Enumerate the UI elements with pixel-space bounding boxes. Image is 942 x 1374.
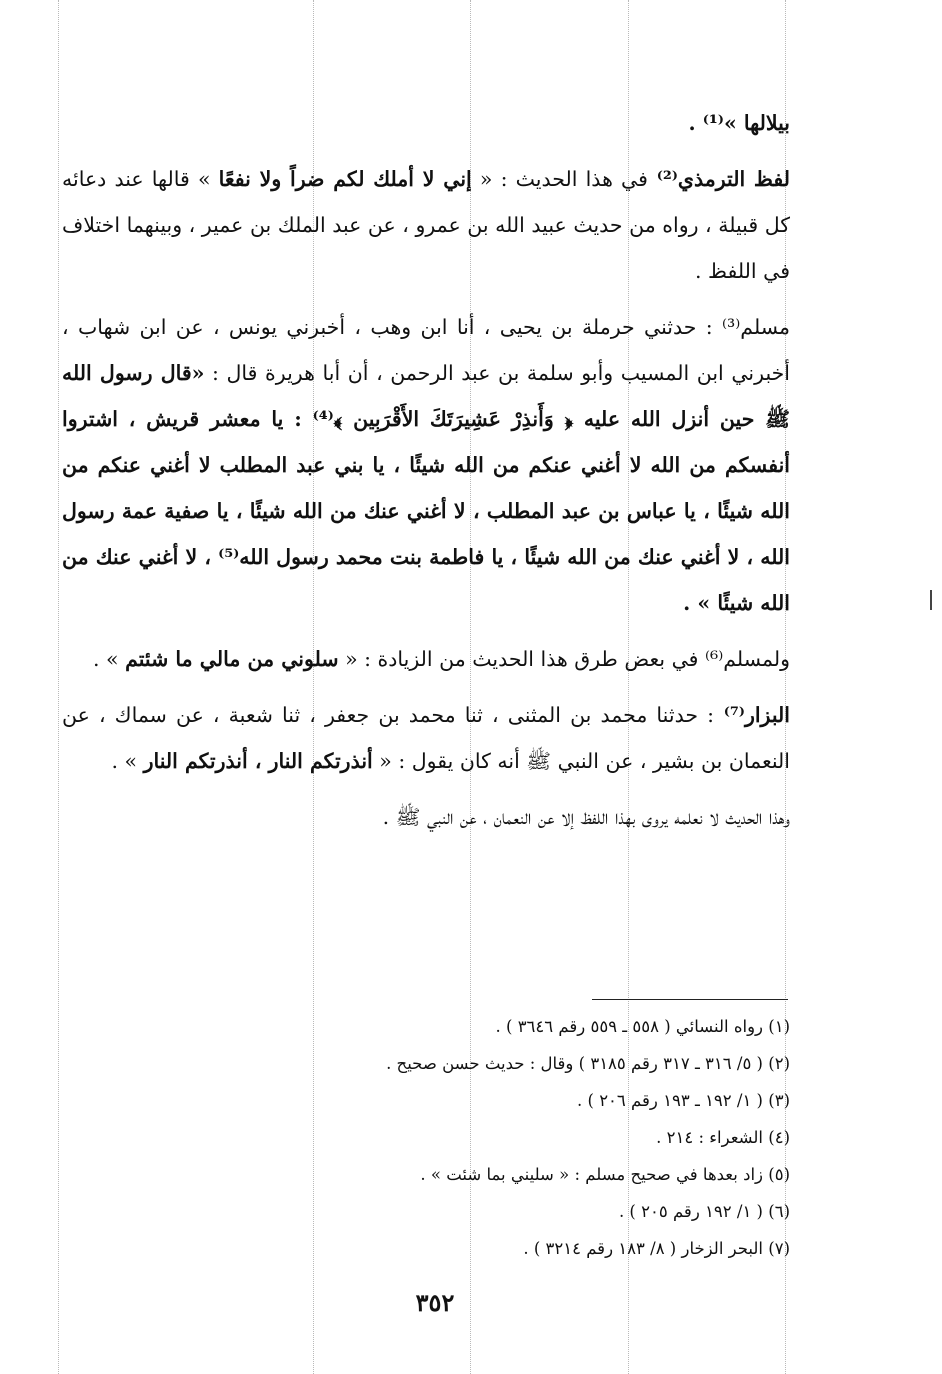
- paragraph-0: بيلالها »⁽¹⁾ .: [688, 111, 790, 135]
- text-run: أنذرتكم النار ، أنذرتكم النار: [143, 749, 373, 773]
- text-run: في هذا الحديث : «: [471, 167, 648, 191]
- footnote-4: (٤) الشعراء : ٢١٤ .: [656, 1128, 790, 1147]
- text-run: لفظ الترمذي⁽²⁾: [647, 167, 791, 191]
- text-run: «قال رسول الله ﷺ حين أنزل الله عليه ﴿ وَأَنذِرْ عَشِيرَتَكَ الأَقْرَبِين ﴾⁽⁴⁾ : يا معشر قريش ، اشتروا أنفسكم من الله لا أغني عنكم من الله شيئًا ، يا بني عبد المطلب لا أغني عنكم من الله شيئًا ، يا عباس بن عبد المطلب ، لا أغني عنك من الله شيئًا ، يا صفية عمة رسول الله ، لا أغني عنك من الله شيئًا ، يا فاطمة بنت محمد رسول الله⁽⁵⁾ ، لا أغني عنك من الله شيئًا » .: [62, 361, 790, 615]
- scan-guide-line: [58, 0, 59, 1374]
- paragraph-3: [62, 636, 790, 682]
- text-run: ولمسلم⁽⁶⁾ في بعض طرق هذا الحديث من الزيادة : «: [338, 647, 790, 671]
- margin-mark: [930, 590, 932, 610]
- paragraph-4: [62, 692, 790, 784]
- footnotes: [62, 1008, 790, 1267]
- footnote-3: (٣) ( ١/ ١٩٢ ـ ١٩٣ رقم ٢٠٦ ) .: [577, 1091, 790, 1110]
- footnote-separator: [592, 999, 788, 1000]
- text-run: إني لا أملك لكم ضراً ولا نفعًا: [218, 167, 472, 191]
- page-number: ٣٥٢: [415, 1288, 455, 1317]
- text-run: مسلم⁽³⁾ : حدثني حرملة بن يحيى ، أنا ابن وهب ، أخبرني يونس ، عن ابن شهاب ، أخبرني ابن المسيب وأبو سلمة بن عبد الرحمن ، أن أبا هريرة قال :: [62, 315, 790, 385]
- paragraph-5: وهذا الحديث لا نعلمه يروى بهذا اللفظ إلا عن النعمان ، عن النبي ﷺ .: [382, 805, 790, 829]
- footnote-7: (٧) البحر الزخار ( ٨/ ١٨٣ رقم ٣٢١٤ ) .: [523, 1239, 790, 1258]
- main-text: [62, 100, 790, 850]
- paragraph-1: [62, 156, 790, 294]
- footnote-5: (٥) زاد بعدها في صحيح مسلم : « سليني بما شئت » .: [420, 1165, 790, 1184]
- footnote-1: (١) رواه النسائي ( ٥٥٨ ـ ٥٥٩ رقم ٣٦٤٦ ) .: [495, 1017, 790, 1036]
- text-run: » .: [92, 647, 126, 671]
- text-run: البزار⁽⁷⁾: [714, 703, 790, 727]
- footnote-2: (٢) ( ٥/ ٣١٦ ـ ٣١٧ رقم ٣١٨٥ ) وقال : حديث حسن صحيح .: [386, 1054, 790, 1073]
- text-run: : حدثنا محمد بن المثنى ، ثنا محمد بن جعفر ، ثنا شعبة ، عن سماك ، عن النعمان بن بشير ، عن النبي ﷺ أنه كان يقول : «: [62, 703, 790, 773]
- footnote-6: (٦) ( ١/ ١٩٢ رقم ٢٠٥ ) .: [618, 1202, 790, 1221]
- text-run: » .: [111, 749, 144, 773]
- text-run: سلوني من مالي ما شئتم: [125, 647, 339, 671]
- paragraph-2: [62, 304, 790, 626]
- text-run: » قالها عند دعائه كل قبيلة ، رواه من حديث عبيد الله بن عمرو ، عن عبد الملك بن عمير ، وبينهما اختلاف في اللفظ .: [62, 167, 790, 283]
